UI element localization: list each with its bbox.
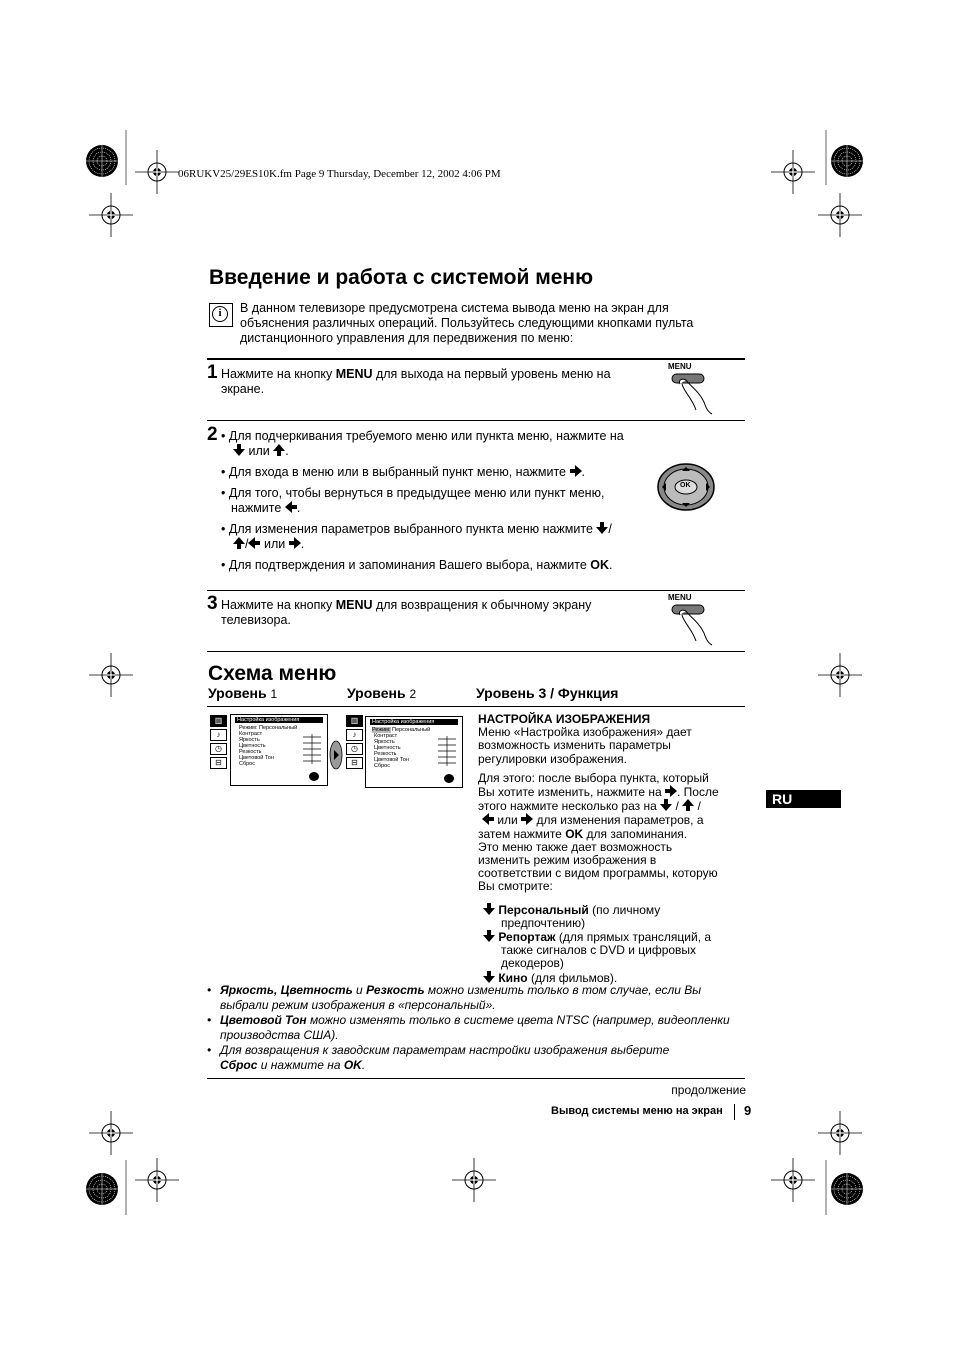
mode-arrow-icon [483,971,495,983]
arrow-left-icon [248,537,260,549]
setup-menu-icon: ⊟ [210,757,227,769]
function-description: НАСТРОЙКА ИЗОБРАЖЕНИЯ Меню «Настройка изображения» дает возможность изменить параметры регулировки изображения. Для этого: после выбора пункта, который Вы хотите изменить, нажмите на . После этого нажмите несколько раз на / / или для изменения параметров, а затем нажмите OK для запоминания. Это меню также дает возможность изменить режим изображения в соответствии с видом программы, которую Вы смотрите: Персональный (по личному предпочтению) Репортаж (для прямых трансляций, а также сигналов с DVD и цифровых декодеров) Кино (для фильмов). [478,713,748,985]
arrow-up-icon [233,537,245,549]
page-number: 9 [744,1103,752,1118]
level-1-screen: Настройка изображения Режим: Персональный Контраст Яркость Цветность Резкость Цветовой Тон Сброс [230,714,328,786]
step-1-text: Нажмите на кнопку MENU для выхода на первый уровень меню на экране. [221,367,611,396]
picture-menu-icon: ▥ [346,715,363,727]
arrow-left-icon [482,813,494,825]
arrow-right-icon [570,465,582,477]
mode-item: Кино (для фильмов). [478,971,748,985]
sound-menu-icon: ♪ [210,729,227,741]
step-number: 1 [207,362,218,383]
timer-menu-icon: ◷ [210,743,227,755]
navigation-pad-illustration: OK [656,462,716,512]
arrow-right-icon [289,537,301,549]
registration-star-icon [831,145,863,177]
section-title: Схема меню [208,662,337,685]
arrow-down-icon [660,799,672,811]
footer-section: Вывод системы меню на экран [551,1105,723,1117]
file-info-header: 06RUKV25/29ES10K.fm Page 9 Thursday, December 12, 2002 4:06 PM [178,168,501,180]
info-icon: i [209,303,233,327]
setup-menu-icon: ⊟ [346,757,363,769]
arrow-down-icon [596,522,608,534]
step-number: 3 [207,593,218,614]
ok-symbol-icon [309,772,319,781]
level-2-screen: Настройка изображения Режим: Персональный Контраст Яркость Цветность Резкость Цветовой Тон Сброс [365,716,463,788]
level-3-heading: Уровень 3 / Функция [476,685,619,701]
registration-star-icon [831,1173,863,1205]
registration-star-icon [86,1173,118,1205]
menu-button-illustration: MENU [664,362,720,418]
step-3-text: Нажмите на кнопку MENU для возвращения к обычному экрану телевизора. [221,598,592,627]
registration-cross-icon [452,1158,496,1202]
mode-arrow-icon [483,930,495,942]
arrow-up-icon [682,799,694,811]
continued-label: продолжение [671,1083,746,1097]
registration-cross-icon [89,653,133,697]
registration-cross-icon [771,150,815,194]
sound-menu-icon: ♪ [346,729,363,741]
registration-cross-icon [135,1158,179,1202]
registration-star-icon [86,145,118,177]
menu-button-illustration: MENU [664,593,720,649]
registration-cross-icon [818,653,862,697]
ok-symbol-icon [444,774,454,783]
registration-cross-icon [818,1111,862,1155]
timer-menu-icon: ◷ [346,743,363,755]
registration-cross-icon [89,1111,133,1155]
arrow-down-icon [233,444,245,456]
level-2-heading: Уровень 2 [347,685,417,701]
picture-menu-icon: ▥ [210,715,227,727]
mode-item: Персональный (по личному предпочтению) [478,903,748,930]
level-1-heading: Уровень 1 [208,685,278,701]
language-tab: RU [766,790,841,808]
step-number: 2 [207,424,218,445]
arrow-right-icon [665,785,677,797]
registration-cross-icon [135,150,179,194]
registration-cross-icon [818,193,862,237]
notes: • Яркость, Цветность и Резкость можно изменить только в том случае, если Вы выбрали режим изображения в «персональный». • Цветовой Тон можно изменять только в системе цвета NTSC (например, видеопленки производства США). • Для возвращения к заводским параметрам настройки изображения выберите Сброс и нажмите на OK. [207,983,730,1072]
mode-item: Репортаж (для прямых трансляций, а также сигналов с DVD и цифровых декодеров) [478,930,748,971]
intro-text: В данном телевизоре предусмотрена система вывода меню на экран для объяснения различных операций. Пользуйтесь следующими кнопками пульта дистанционного управления для передвижения по меню: [240,301,694,345]
selection-arrow-icon [329,740,343,770]
step-2-text: • Для подчеркивания требуемого меню или пункта меню, нажмите на или . • Для входа в меню или в выбранный пункт меню, нажмите . • Для того, чтобы вернуться в предыдущее меню или пункт меню, нажмите . • Для изменения параметров выбранного пункта меню нажмите / / или . • Для подтверждения и запоминания Вашего выбора, нажмите OK. [221,429,624,572]
page-title: Введение и работа с системой меню [209,266,594,289]
mode-arrow-icon [483,903,495,915]
registration-cross-icon [771,1158,815,1202]
arrow-right-icon [521,813,533,825]
arrow-up-icon [273,444,285,456]
registration-cross-icon [89,193,133,237]
arrow-left-icon [285,501,297,513]
